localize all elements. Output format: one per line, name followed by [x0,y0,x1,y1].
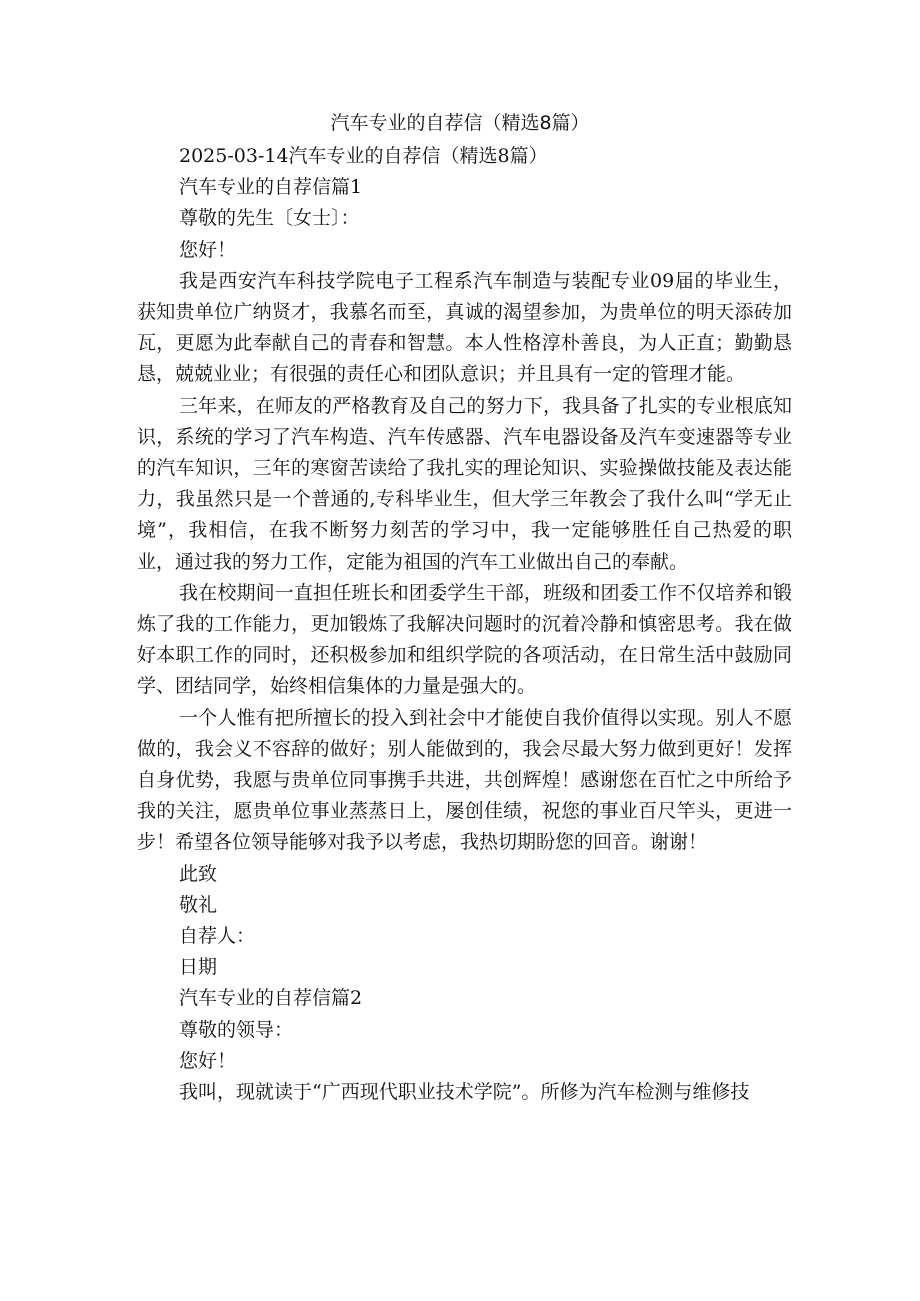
salutation-2: 尊敬的领导： [179,1018,294,1041]
section-heading-2: 汽车专业的自荐信篇2 [179,987,363,1010]
paragraph-4: 一个人惟有把所擅长的投入到社会中才能使自我价值得以实现。别人不愿做的，我会义不容辞的做好；别人能做到的，我会尽最大努力做到更好！发挥自身优势，我愿与贵单位同事携手共进，共创辉煌！感谢您在百忙之中所给予我的关注，愿贵单位事业蒸蒸日上，屡创佳绩，祝您的事业百尺竿头，更进一步！希望各位领导能够对我予以考虑，我热切期盼您的回音。谢谢！ [137,706,792,854]
document-body [137,141,792,1108]
signer-line: 自荐人： [179,925,256,948]
salutation-1: 尊敬的先生〔女士〕： [179,207,360,230]
greeting-2: 您好！ [179,1049,237,1072]
closing-line-2: 敬礼 [179,893,218,916]
greeting-1: 您好！ [179,238,237,261]
paragraph-2: 三年来，在师友的严格教育及自己的努力下，我具备了扎实的专业根底知识，系统的学习了汽车构造、汽车传感器、汽车电器设备及汽车变速器等专业的汽车知识，三年的寒窗苦读给了我扎实的理论知识、实验操做技能及表达能力，我虽然只是一个普通的,专科毕业生，但大学三年教会了我什么叫“学无止境”，我相信，在我不断努力刻苦的学习中，我一定能够胜任自己热爱的职业，通过我的努力工作，定能为祖国的汽车工业做出自己的奉献。 [137,394,792,573]
date-line: 日期 [179,956,218,979]
date-title-line: 2025-03-14汽车专业的自荐信（精选8篇） [179,145,548,167]
paragraph-3: 我在校期间一直担任班长和团委学生干部，班级和团委工作不仅培养和锻炼了我的工作能力，更加锻炼了我解决问题时的沉着冷静和慎密思考。我在做好本职工作的同时，还积极参加和组织学院的各项活动，在日常生活中鼓励同学、团结同学，始终相信集体的力量是强大的。 [137,581,792,698]
document-title: 汽车专业的自荐信（精选8篇） [330,112,590,134]
paragraph-1: 我是西安汽车科技学院电子工程系汽车制造与装配专业09届的毕业生，获知贵单位广纳贤才，我慕名而至，真诚的渴望参加，为贵单位的明天添砖加瓦，更愿为此奉献自己的青春和智慧。本人性格淳朴善良，为人正直；勤勤恳恳，兢兢业业；有很强的责任心和团队意识；并且具有一定的管理才能。 [137,269,792,386]
closing-line-1: 此致 [179,862,218,885]
section-heading-1: 汽车专业的自荐信篇1 [179,176,363,199]
paragraph-5: 我叫，现就读于“广西现代职业技术学院”。所修为汽车检测与维修技 [179,1081,750,1104]
